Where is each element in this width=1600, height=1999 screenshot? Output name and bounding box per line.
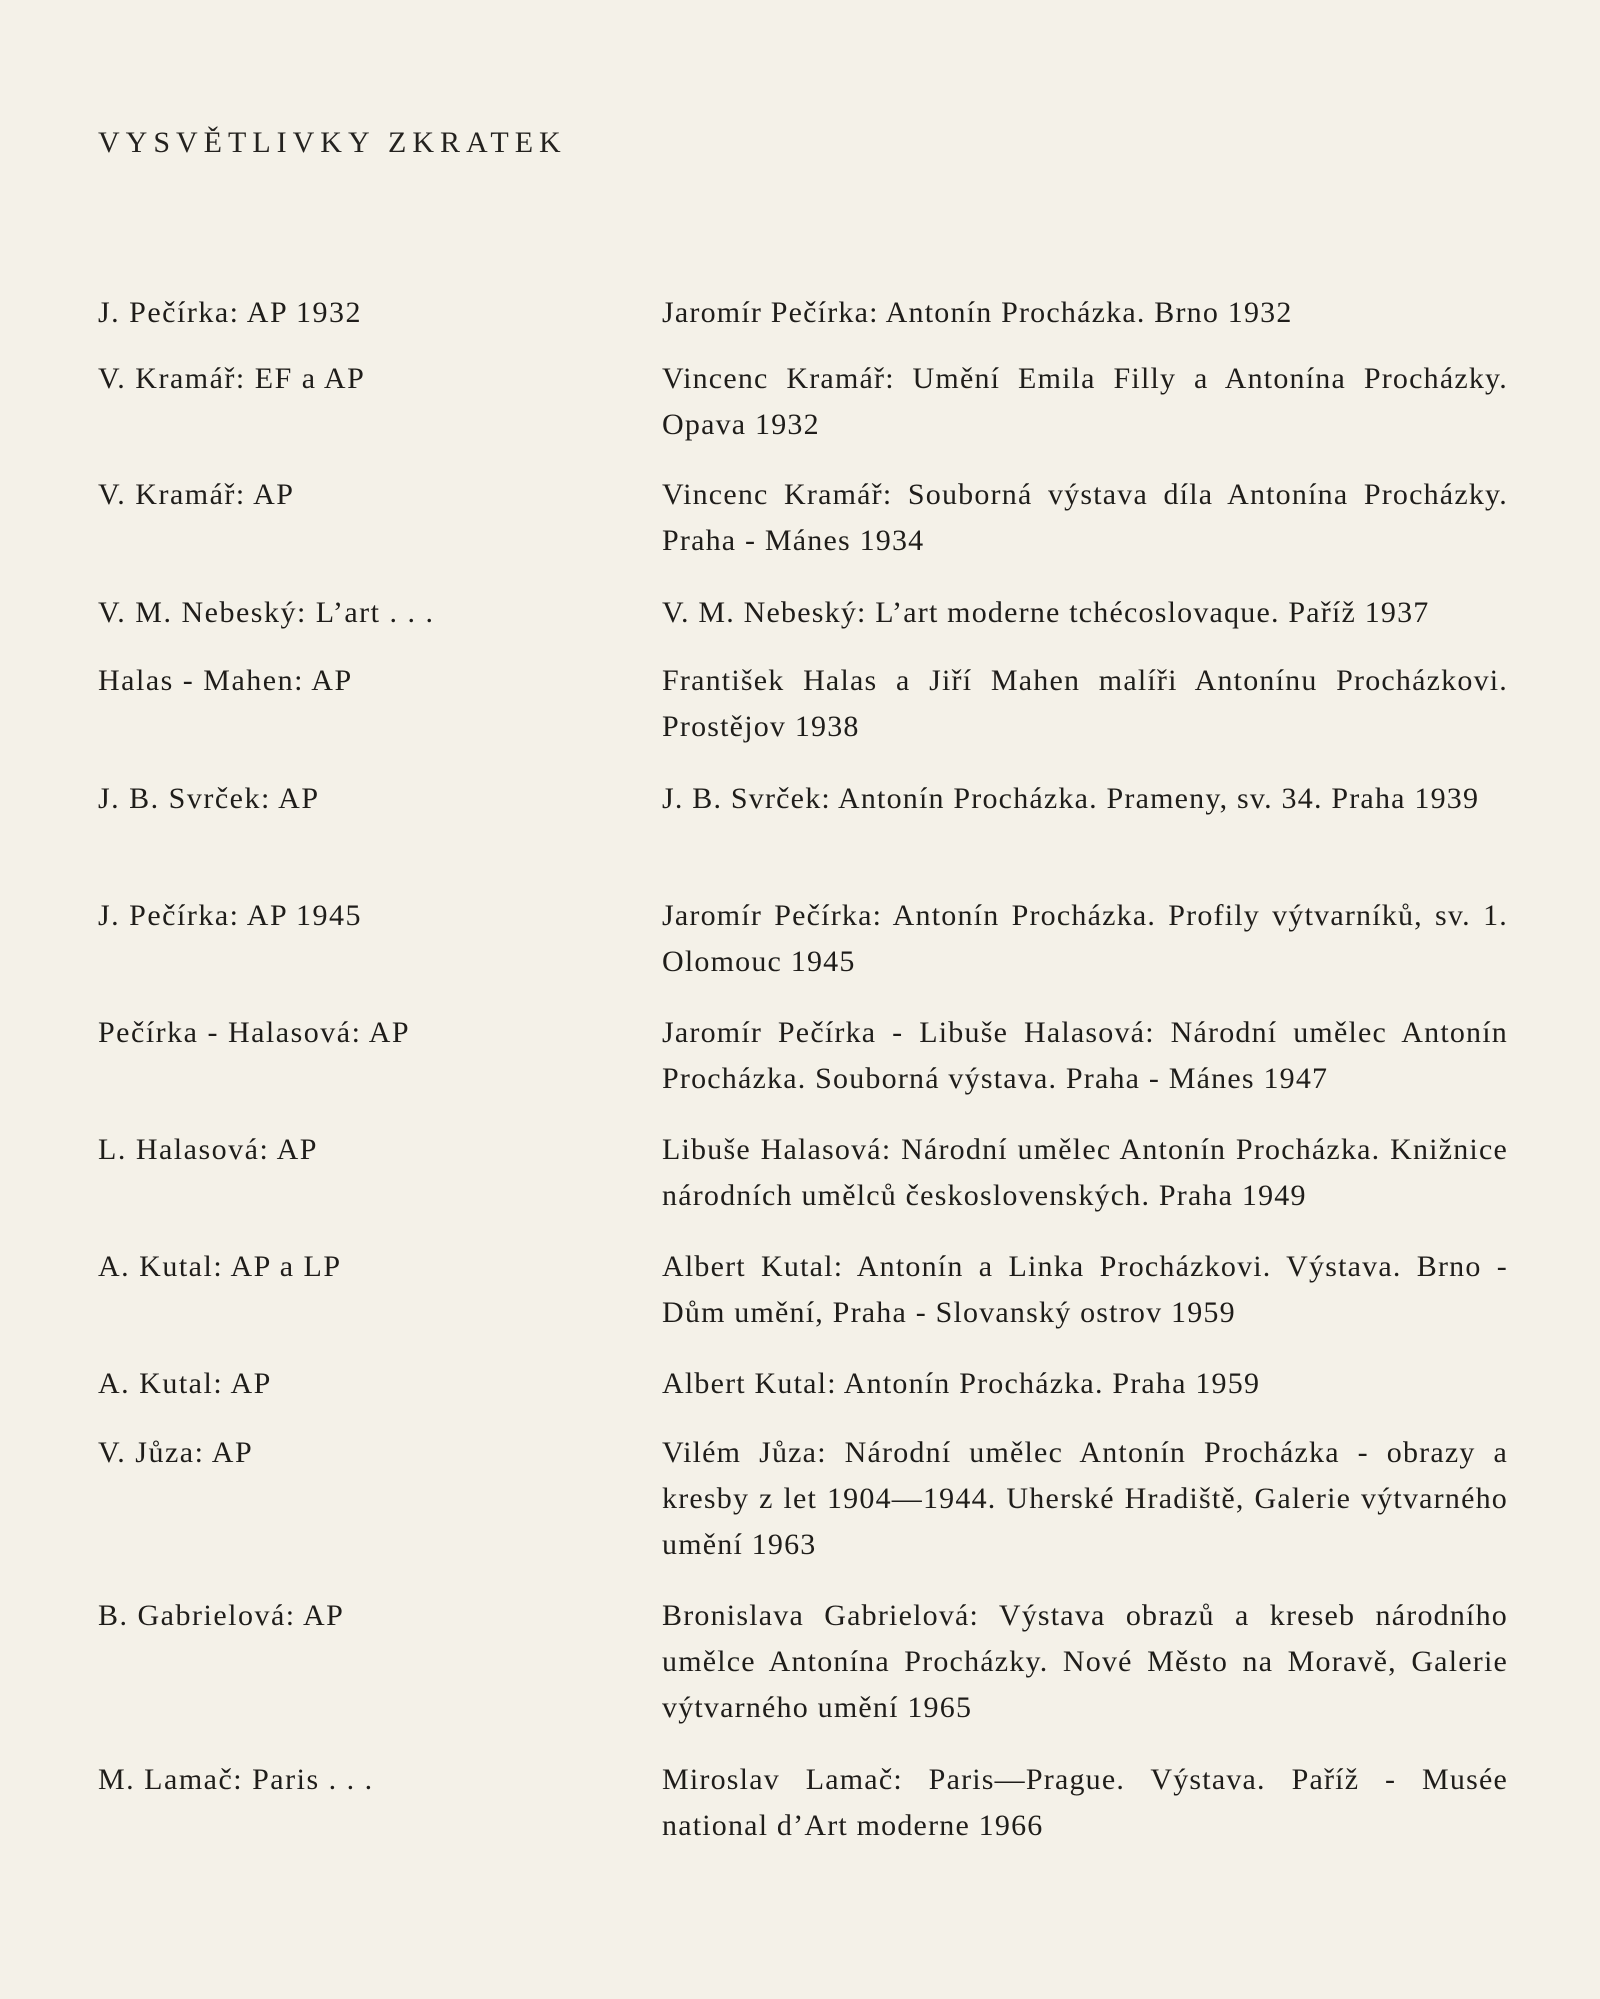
full-reference: Jaromír Pečírka - Libuše Halasová: Národní umělec Antonín Procházka. Souborná výstava. Praha - Mánes 1947 — [662, 1016, 1508, 1095]
abbreviation: A. Kutal: AP — [98, 1367, 272, 1400]
full-reference: Vincenc Kramář: Umění Emila Filly a Antonína Procházky. Opava 1932 — [662, 362, 1508, 441]
abbreviation: J. B. Svrček: AP — [98, 782, 320, 815]
abbreviation: V. M. Nebeský: L’art . . . — [98, 596, 435, 629]
abbreviation: M. Lamač: Paris . . . — [98, 1763, 374, 1796]
full-reference: V. M. Nebeský: L’art moderne tchécoslovaque. Paříž 1937 — [662, 596, 1430, 629]
full-reference: Albert Kutal: Antonín a Linka Procházkovi. Výstava. Brno - Dům umění, Praha - Slovanský ostrov 1959 — [662, 1250, 1508, 1329]
full-reference: Vilém Jůza: Národní umělec Antonín Procházka - obrazy a kresby z let 1904—1944. Uherské Hradiště, Galerie výtvarného umění 1963 — [662, 1436, 1508, 1561]
full-reference: Miroslav Lamač: Paris—Prague. Výstava. Paříž - Musée national d’Art moderne 1966 — [662, 1763, 1508, 1842]
abbreviation: J. Pečírka: AP 1932 — [98, 296, 363, 329]
full-reference: Jaromír Pečírka: Antonín Procházka. Brno 1932 — [662, 296, 1293, 329]
full-reference: Jaromír Pečírka: Antonín Procházka. Profily výtvarníků, sv. 1. Olomouc 1945 — [662, 899, 1508, 978]
full-reference: Libuše Halasová: Národní umělec Antonín Procházka. Knižnice národních umělců československých. Praha 1949 — [662, 1133, 1508, 1212]
full-reference: J. B. Svrček: Antonín Procházka. Prameny, sv. 34. Praha 1939 — [662, 782, 1480, 815]
full-reference: Vincenc Kramář: Souborná výstava díla Antonína Procházky. Praha - Mánes 1934 — [662, 478, 1508, 557]
full-reference: František Halas a Jiří Mahen malíři Antonínu Procházkovi. Prostějov 1938 — [662, 664, 1508, 743]
full-reference: Albert Kutal: Antonín Procházka. Praha 1959 — [662, 1367, 1261, 1400]
abbreviation: V. Kramář: EF a AP — [98, 362, 366, 395]
abbreviation: Pečírka - Halasová: AP — [98, 1016, 411, 1049]
full-reference: Bronislava Gabrielová: Výstava obrazů a kreseb národního umělce Antonína Procházky. Nové Město na Moravě, Galerie výtvarného umění 1965 — [662, 1599, 1508, 1724]
abbreviation: Halas - Mahen: AP — [98, 664, 353, 697]
abbreviation: V. Jůza: AP — [98, 1436, 254, 1469]
abbreviation: L. Halasová: AP — [98, 1133, 318, 1166]
abbreviation: B. Gabrielová: AP — [98, 1599, 345, 1632]
page-heading: VYSVĚTLIVKY ZKRATEK — [98, 126, 567, 159]
abbreviation: V. Kramář: AP — [98, 478, 295, 511]
abbreviation: J. Pečírka: AP 1945 — [98, 899, 363, 932]
abbreviation: A. Kutal: AP a LP — [98, 1250, 342, 1283]
